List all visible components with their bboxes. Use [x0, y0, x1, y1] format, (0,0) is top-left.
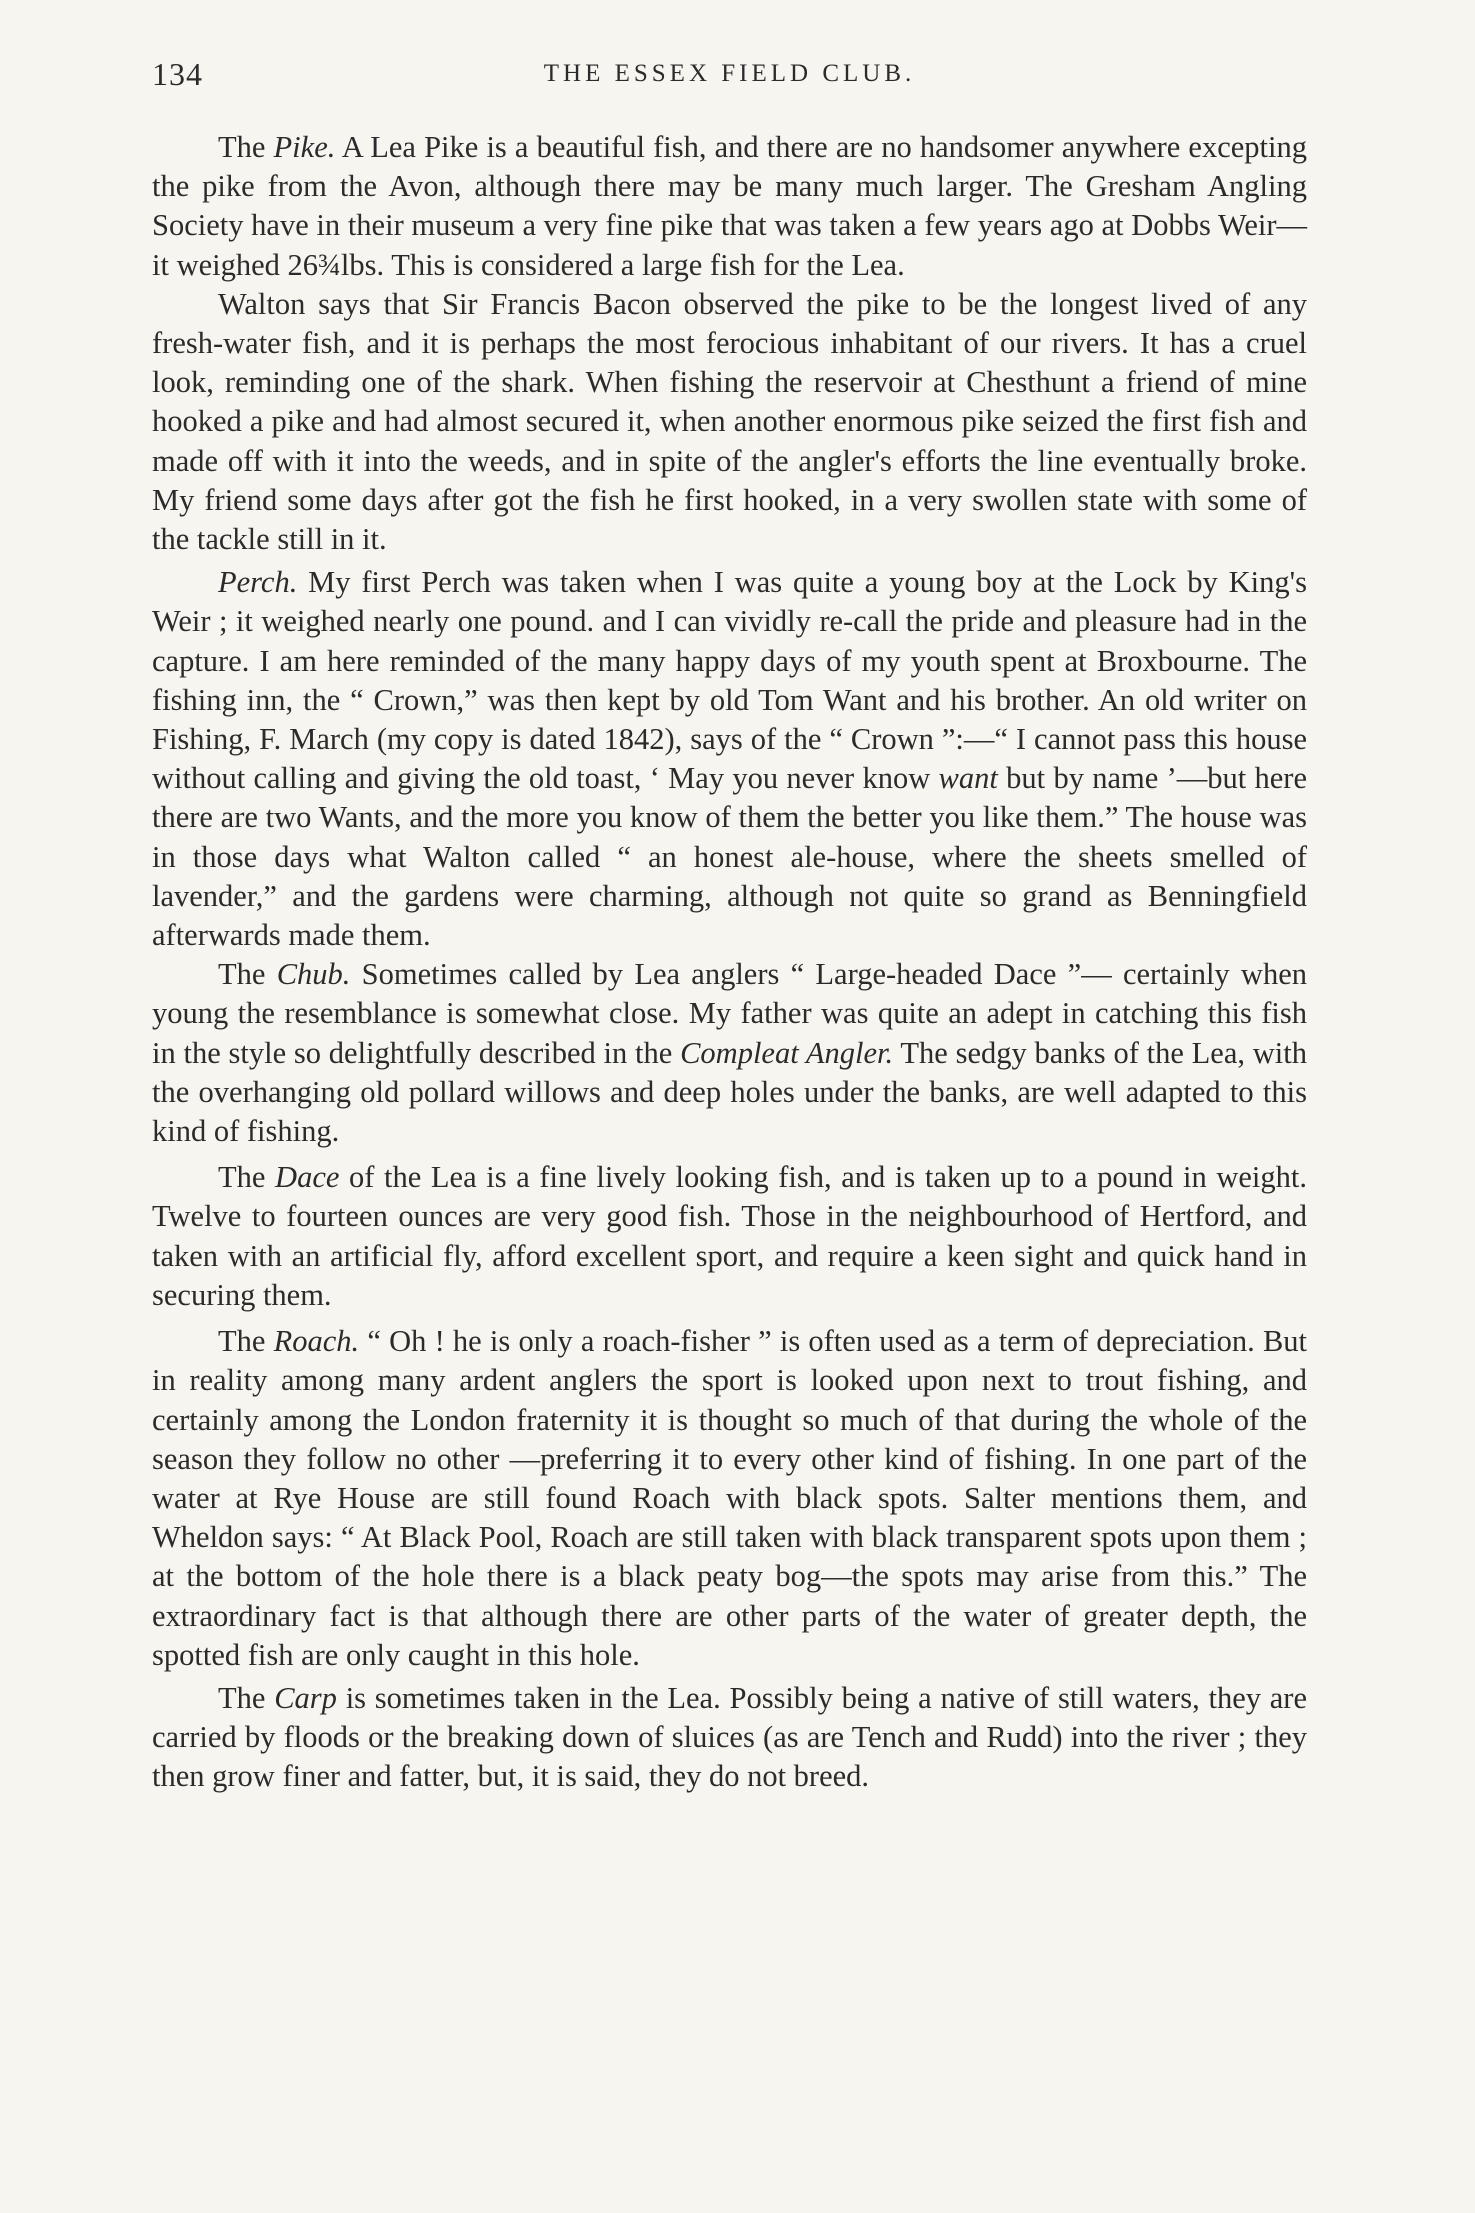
- paragraph-chub: [152, 955, 1307, 1151]
- paragraph-pike: [152, 128, 1307, 285]
- chub-text-1: Sometimes called by Lea anglers “ Large-headed Dace ”— certainly when young the resemblance is somewhat close. My father was quite an adept in catching this fish in the style so delightfully described in the: [152, 957, 1307, 1070]
- chub-heading: Chub.: [276, 957, 351, 992]
- perch-text-1: My first Perch was taken when I was quite a young boy at the Lock by King's Weir ; it weighed nearly one pound. and I can vividly re-call the pride and pleasure had in the capture. I am here reminded of the many happy days of my youth spent at Broxbourne. The fishing inn, the “ Crown,” was then kept by old Tom Want and his brother. An old writer on Fishing, F. March (my copy is dated 1842), says of the “ Crown ”:—“ I cannot pass this house without calling and giving the old toast, ‘ May you never know: [152, 565, 1307, 796]
- perch-heading: Perch.: [218, 565, 298, 600]
- pike-text: A Lea Pike is a beautiful fish, and there are no handsomer anywhere excepting the pike from the Avon, although there may be many much larger. The Gresham Angling Society have in their museum a very fine pike that was taken a few years ago at Dobbs Weir—it weighed 26¾lbs. This is considered a large fish for the Lea.: [152, 130, 1307, 282]
- pike-lead-pre: The: [218, 130, 274, 164]
- chub-text-2: The sedgy banks of the Lea, with the overhanging old pollard willows and deep holes under the banks, are well adapted to this kind of fishing.: [152, 1035, 1308, 1149]
- paragraph-dace: [152, 1158, 1307, 1315]
- roach-text: “ Oh ! he is only a roach-fisher ” is often used as a term of depreciation. But in reality among many ardent anglers the sport is looked upon next to trout fishing, and certainly among the London fraternity it is thought so much of that during the whole of the season they follow no other —preferring it to every other kind of fishing. In one part of the water at Rye House are still found Roach with black spots. Salter mentions them, and Wheldon says: “ At Black Pool, Roach are still taken with black transparent spots upon them ; at the bottom of the hole there is a black peaty bog—the spots may arise from this.” The extraordinary fact is that although there are other parts of the water of greater depth, the spotted fish are only caught in this hole.: [152, 1324, 1308, 1672]
- pike-heading: Pike.: [273, 130, 336, 164]
- paragraph-walton: [152, 285, 1307, 559]
- body-text: [152, 128, 1307, 1797]
- carp-lead-pre: The: [218, 1680, 275, 1715]
- paragraph-roach: [152, 1322, 1307, 1675]
- chub-italic-compleat-angler: Compleat Angler.: [680, 1035, 894, 1070]
- paragraph-perch: [152, 563, 1307, 955]
- perch-italic-want: want: [938, 761, 998, 796]
- perch-text-2: but by name ’—but here there are two Wants, and the more you know of them the better you like them.” The house was in those days what Walton called “ an honest ale-house, where the sheets smelled of lavender,” and the gardens were charming, although not quite so grand as Benningfield afterwards made them.: [152, 761, 1307, 953]
- dace-lead-pre: The: [218, 1160, 276, 1195]
- walton-text: Walton says that Sir Francis Bacon observed the pike to be the longest lived of any fresh-water fish, and it is perhaps the most ferocious inhabitant of our rivers. It has a cruel look, reminding one of the shark. When fishing the reservoir at Chesthunt a friend of mine hooked a pike and had almost secured it, when another enormous pike seized the first fish and made off with it into the weeds, and in spite of the angler's efforts the line eventually broke. My friend some days after got the fish he first hooked, in a very swollen state with some of the tackle still in it.: [152, 286, 1307, 557]
- carp-heading: Carp: [274, 1680, 337, 1715]
- roach-heading: Roach.: [273, 1324, 360, 1359]
- dace-text: of the Lea is a fine lively looking fish, and is taken up to a pound in weight. Twelve to fourteen ounces are very good fish. Those in the neighbourhood of Hertford, and taken with an artificial fly, afford excellent sport, and require a keen sight and quick hand in securing them.: [152, 1160, 1307, 1312]
- page-header: [152, 52, 1307, 102]
- roach-lead-pre: The: [218, 1324, 274, 1359]
- running-title: THE ESSEX FIELD CLUB.: [543, 60, 916, 87]
- page-number: 134: [152, 56, 203, 92]
- paragraph-carp: [152, 1679, 1307, 1797]
- chub-lead-pre: The: [218, 957, 277, 992]
- dace-heading: Dace: [275, 1160, 340, 1195]
- carp-text: is sometimes taken in the Lea. Possibly being a native of still waters, they are carried by floods or the breaking down of sluices (as are Tench and Rudd) into the river ; they then grow finer and fatter, but, it is said, they do not breed.: [152, 1680, 1308, 1794]
